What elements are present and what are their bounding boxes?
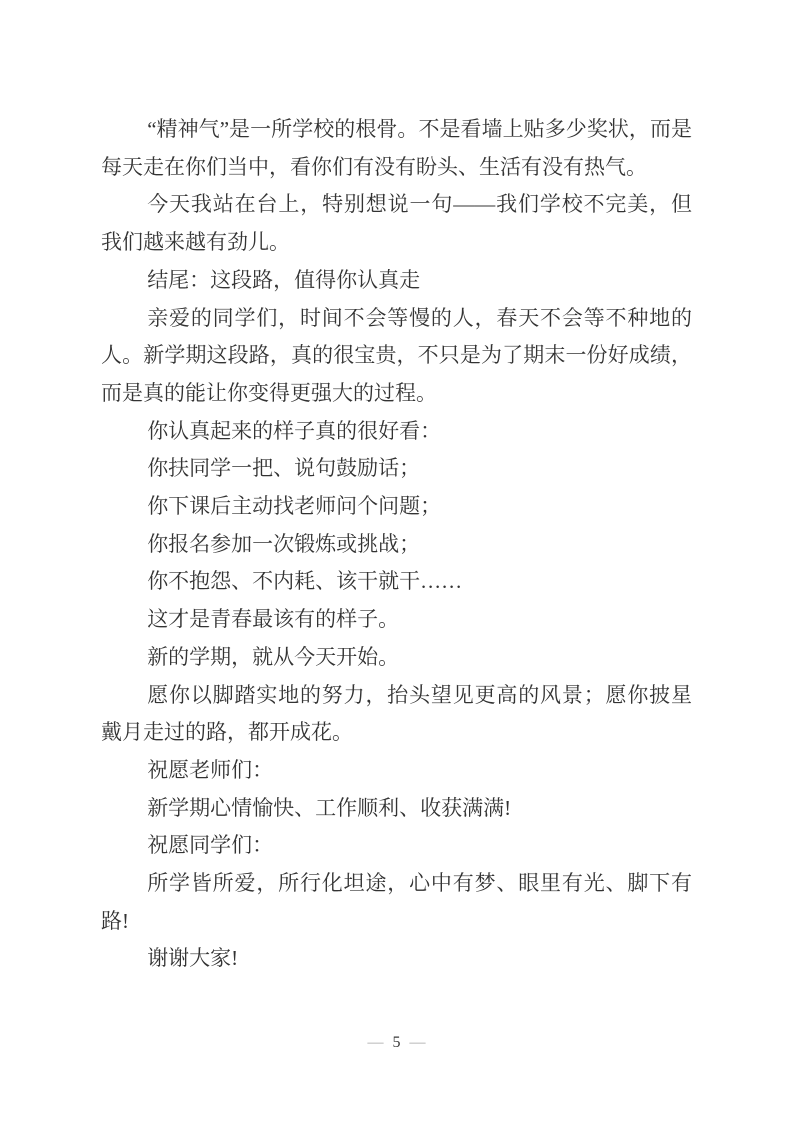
paragraph: 你认真起来的样子真的很好看： <box>147 418 442 443</box>
paragraph: 今天我站在台上，特别想说一句——我们学校不完美，但我们越来越有劲儿。 <box>101 192 692 255</box>
paragraph: 愿你以脚踏实地的努力，抬头望见更高的风景；愿你披星戴月走过的路，都开成花。 <box>101 682 692 745</box>
paragraph: 祝愿老师们： <box>147 757 274 782</box>
paragraph: 你下课后主动找老师问个问题； <box>147 494 442 519</box>
paragraph: “精神气”是一所学校的根骨。不是看墙上贴多少奖状，而是每天走在你们当中，看你们有没有盼头、生活有没有热气。 <box>101 117 692 179</box>
paragraph: 这才是青春最该有的样子。 <box>147 607 400 632</box>
paragraph: 你报名参加一次锻炼或挑战； <box>147 531 421 556</box>
paragraph: 祝愿同学们： <box>147 833 274 858</box>
page-footer <box>0 1032 793 1054</box>
paragraph: 亲爱的同学们，时间不会等慢的人，春天不会等不种地的人。新学期这段路，真的很宝贵，不只是为了期末一份好成绩，而是真的能让你变得更强大的过程。 <box>101 305 692 405</box>
page-number: 5 <box>392 1034 401 1051</box>
document-body <box>101 111 692 978</box>
paragraph: 新学期心情愉快、工作顺利、收获满满! <box>147 795 512 820</box>
paragraph: 结尾：这段路，值得你认真走 <box>147 267 421 292</box>
paragraph: 谢谢大家! <box>147 946 239 971</box>
paragraph: 你扶同学一把、说句鼓励话； <box>147 456 421 481</box>
paragraph: 所学皆所爱，所行化坦途，心中有梦、眼里有光、脚下有路! <box>101 871 692 933</box>
footer-dash-left: — <box>367 1034 384 1051</box>
footer-dash-right: — <box>409 1034 426 1051</box>
paragraph: 新的学期，就从今天开始。 <box>147 644 400 669</box>
paragraph: 你不抱怨、不内耗、该干就干…… <box>147 569 463 594</box>
